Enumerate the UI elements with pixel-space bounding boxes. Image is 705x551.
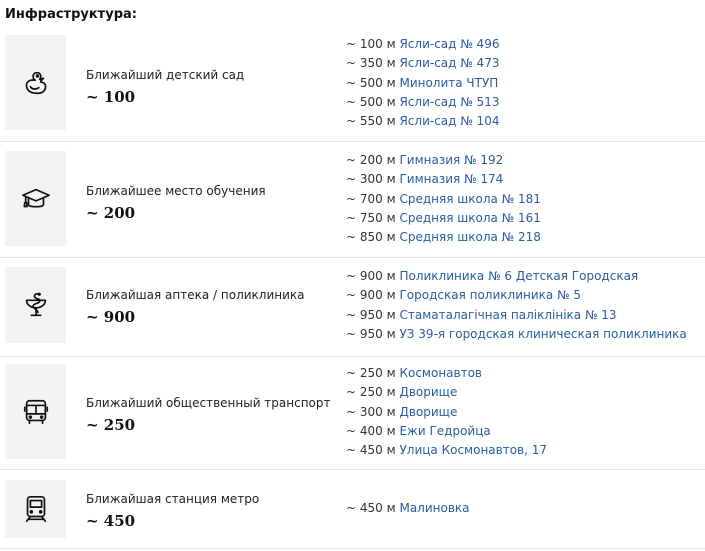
place-link[interactable]: Средняя школа № 161: [399, 210, 541, 225]
place-link[interactable]: Дворище: [399, 385, 458, 400]
transport-summary: [86, 396, 331, 434]
kindergarten-value: ~ 100: [86, 88, 136, 106]
kindergarten-icon-box: [5, 35, 66, 130]
list-item: ~ 350 м Ясли-сад № 473: [346, 56, 500, 71]
section-metro: [0, 478, 705, 549]
list-item: ~ 400 м Ежи Гедройца: [346, 423, 491, 438]
section-kindergarten: [0, 32, 705, 142]
list-item: ~ 750 м Средняя школа № 161: [346, 210, 541, 225]
list-item: ~ 250 м Космонавтов: [346, 366, 482, 380]
transport-list: [346, 364, 547, 460]
metro-summary: [86, 492, 259, 530]
section-education: [0, 148, 705, 258]
place-link[interactable]: УЗ 39-я городская клиническая поликлиника: [399, 326, 687, 341]
list-item: ~ 950 м УЗ 39-я городская клиническая поликлиника: [346, 326, 687, 341]
list-item: ~ 300 м Дворище: [346, 404, 458, 419]
list-item: ~ 900 м Поликлиника № 6 Детская Городская: [346, 269, 639, 283]
place-link[interactable]: Средняя школа № 181: [399, 191, 541, 206]
pharmacy-icon-box: [5, 267, 66, 343]
metro-icon-box: [5, 480, 66, 538]
list-item: ~ 100 м Ясли-сад № 496: [346, 37, 500, 51]
pharmacy-list: [346, 267, 687, 344]
place-link[interactable]: Ясли-сад № 513: [399, 94, 500, 109]
pharmacy-snake-bowl-icon: [21, 290, 51, 320]
graduation-cap-icon: [21, 184, 51, 214]
list-item: ~ 300 м Гимназия № 174: [346, 172, 504, 187]
kindergarten-summary: [86, 68, 244, 106]
section-divider: [0, 356, 705, 357]
section-transport: [0, 361, 705, 470]
education-icon-box: [5, 151, 66, 246]
pharmacy-label: Ближайшая аптека / поликлиника: [86, 288, 305, 302]
section-divider: [0, 548, 705, 549]
place-link[interactable]: Гимназия № 192: [399, 153, 504, 167]
list-item: ~ 450 м Улица Космонавтов, 17: [346, 443, 548, 458]
place-link[interactable]: Ясли-сад № 473: [399, 56, 500, 71]
list-item: ~ 500 м Ясли-сад № 513: [346, 94, 500, 109]
place-link[interactable]: Улица Космонавтов, 17: [399, 443, 548, 458]
education-list: [346, 151, 541, 247]
section-divider: [0, 469, 705, 470]
metro-value: ~ 450: [86, 512, 136, 530]
transport-value: ~ 250: [86, 416, 136, 434]
metro-train-icon: [21, 494, 51, 524]
section-divider: [0, 141, 705, 142]
list-item: ~ 200 м Гимназия № 192: [346, 153, 504, 167]
duck-icon: [21, 68, 51, 98]
place-link[interactable]: Космонавтов: [399, 366, 482, 380]
list-item: ~ 250 м Дворище: [346, 385, 458, 400]
place-link[interactable]: Ежи Гедройца: [399, 423, 491, 438]
list-item: ~ 700 м Средняя школа № 181: [346, 191, 541, 206]
place-link[interactable]: Ясли-сад № 104: [399, 114, 500, 129]
page-title: Инфраструктура:: [5, 7, 137, 22]
place-link[interactable]: Ясли-сад № 496: [399, 37, 500, 51]
transport-icon-box: [5, 364, 66, 459]
pharmacy-summary: [86, 288, 305, 326]
section-divider: [0, 257, 705, 258]
kindergarten-label: Ближайший детский сад: [86, 68, 245, 82]
metro-label: Ближайшая станция метро: [86, 492, 260, 506]
kindergarten-list: [346, 35, 499, 131]
place-link[interactable]: Городская поликлиника № 5: [399, 288, 581, 303]
list-item: ~ 500 м Минолита ЧТУП: [346, 75, 499, 90]
list-item: ~ 550 м Ясли-сад № 104: [346, 114, 500, 129]
place-link[interactable]: Стаматалагічная паліклініка № 13: [399, 307, 617, 322]
list-item: ~ 450 м Малиновка: [346, 501, 470, 515]
education-label: Ближайшее место обучения: [86, 184, 266, 198]
list-item: ~ 950 м Стаматалагічная паліклініка № 13: [346, 307, 617, 322]
transport-label: Ближайший общественный транспорт: [86, 396, 331, 410]
list-item: ~ 850 м Средняя школа № 218: [346, 230, 541, 245]
place-link[interactable]: Минолита ЧТУП: [399, 75, 499, 90]
place-link[interactable]: Малиновка: [399, 501, 470, 515]
place-link[interactable]: Дворище: [399, 404, 458, 419]
education-value: ~ 200: [86, 204, 136, 222]
place-link[interactable]: Гимназия № 174: [399, 172, 504, 187]
bus-icon: [21, 397, 51, 427]
education-summary: [86, 184, 266, 222]
metro-list: [346, 499, 470, 518]
section-pharmacy: [0, 264, 705, 357]
place-link[interactable]: Средняя школа № 218: [399, 230, 541, 245]
place-link[interactable]: Поликлиника № 6 Детская Городская: [399, 269, 639, 283]
list-item: ~ 900 м Городская поликлиника № 5: [346, 288, 581, 303]
pharmacy-value: ~ 900: [86, 308, 136, 326]
